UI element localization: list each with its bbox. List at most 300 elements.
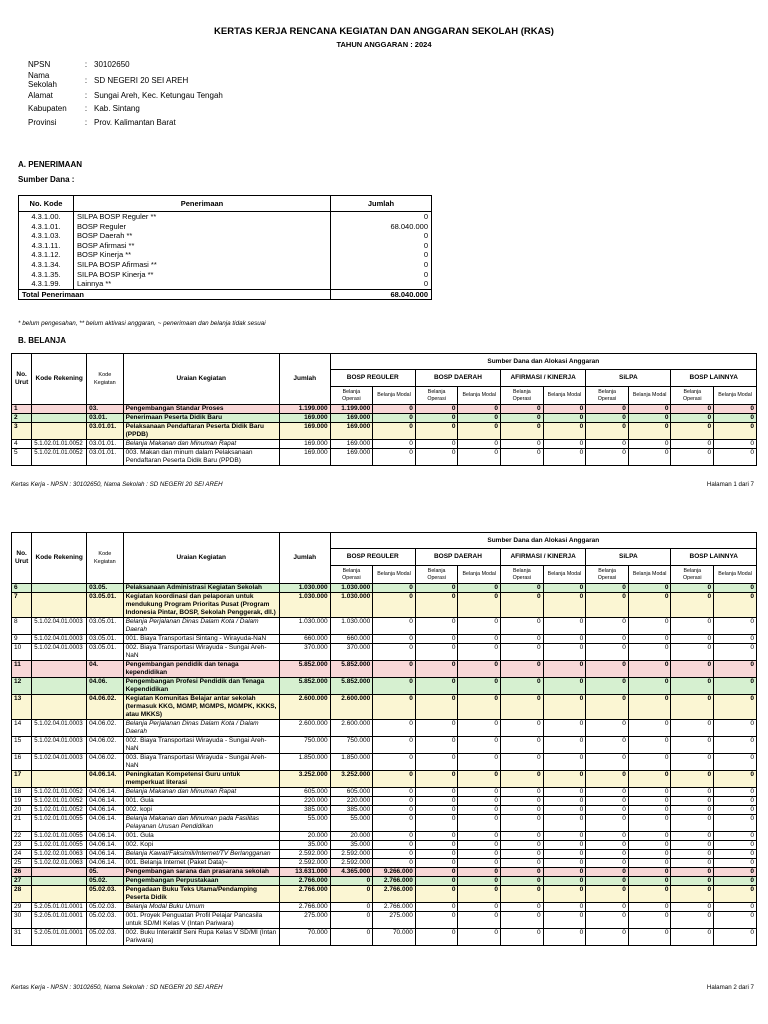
row-alokasi-value: 0 — [543, 584, 586, 593]
row-no-urut: 30 — [12, 912, 32, 929]
row-alokasi-value: 0 — [586, 661, 629, 678]
row-alokasi-value: 0 — [714, 806, 757, 815]
penerimaan-note: * belum pengesahan, ** belum aktivasi anggaran, ~ penerimaan dan belanja tidak sesuai — [18, 320, 266, 327]
row-alokasi-value: 0 — [330, 877, 373, 886]
row-alokasi-value: 0 — [543, 886, 586, 903]
identity-row — [26, 116, 225, 129]
identity-label: NPSN — [28, 60, 51, 70]
row-kode-kegiatan: 04.06. — [87, 678, 124, 695]
row-alokasi-value: 0 — [373, 440, 416, 449]
row-alokasi-value: 0 — [458, 806, 501, 815]
row-alokasi-value: 0 — [628, 661, 671, 678]
belanja-header-row — [12, 533, 757, 549]
row-uraian: Belanja Makanan dan Minuman Rapat — [123, 788, 279, 797]
row-alokasi-value: 0 — [671, 912, 714, 929]
row-alokasi-value: 0 — [628, 929, 671, 946]
row-alokasi-value: 0 — [586, 850, 629, 859]
penerimaan-nama: BOSP Daerah ** — [74, 231, 331, 241]
row-alokasi-value: 0 — [714, 850, 757, 859]
row-alokasi-value: 0 — [628, 644, 671, 661]
row-alokasi-value: 0 — [586, 695, 629, 720]
col-belanja-operasi: Belanja Operasi — [501, 387, 544, 405]
row-no-urut: 19 — [12, 797, 32, 806]
row-alokasi-value: 0 — [415, 841, 458, 850]
row-alokasi-value: 0 — [415, 929, 458, 946]
row-alokasi-value: 0 — [501, 661, 544, 678]
col-no-urut: No. Urut — [12, 354, 32, 405]
row-alokasi-value: 0 — [458, 720, 501, 737]
row-jumlah: 1.030.000 — [279, 593, 330, 618]
row-alokasi-value: 0 — [628, 695, 671, 720]
row-alokasi-value: 0 — [671, 797, 714, 806]
row-alokasi-value: 0 — [628, 423, 671, 440]
row-alokasi-value: 169.000 — [330, 440, 373, 449]
penerimaan-nama: SILPA BOSP Afirmasi ** — [74, 260, 331, 270]
row-alokasi-value: 0 — [543, 832, 586, 841]
col-penerimaan: Penerimaan — [74, 196, 331, 212]
col-belanja-modal: Belanja Modal — [373, 566, 416, 584]
row-kode-kegiatan: 04.06.02. — [87, 695, 124, 720]
penerimaan-kode: 4.3.1.12. — [19, 250, 74, 260]
row-alokasi-value: 0 — [628, 584, 671, 593]
row-no-urut: 31 — [12, 929, 32, 946]
identity-label: Kabupaten — [28, 104, 67, 114]
row-no-urut: 9 — [12, 635, 32, 644]
col-belanja-operasi: Belanja Operasi — [330, 387, 373, 405]
row-jumlah: 660.000 — [279, 635, 330, 644]
row-uraian: Belanja Perjalanan Dinas Dalam Kota / Dalam Daerah — [123, 618, 279, 635]
penerimaan-nama: BOSP Kinerja ** — [74, 250, 331, 260]
row-alokasi-value: 0 — [543, 903, 586, 912]
row-alokasi-value: 0 — [501, 414, 544, 423]
row-alokasi-value: 0 — [543, 593, 586, 618]
row-alokasi-value: 0 — [714, 797, 757, 806]
row-alokasi-value: 0 — [628, 414, 671, 423]
col-belanja-operasi: Belanja Operasi — [415, 566, 458, 584]
penerimaan-kode: 4.3.1.01. — [19, 222, 74, 232]
row-jumlah: 1.030.000 — [279, 618, 330, 635]
penerimaan-kode: 4.3.1.99. — [19, 279, 74, 289]
row-alokasi-value: 0 — [586, 593, 629, 618]
col-jumlah: Jumlah — [279, 533, 330, 584]
row-alokasi-value: 0 — [671, 929, 714, 946]
row-alokasi-value: 0 — [458, 593, 501, 618]
row-kode-kegiatan: 04.06.14. — [87, 788, 124, 797]
row-alokasi-value: 0 — [415, 859, 458, 868]
row-alokasi-value: 0 — [415, 788, 458, 797]
row-jumlah: 2.766.000 — [279, 886, 330, 903]
row-kode-rekening — [32, 868, 87, 877]
total-penerimaan-value: 68.040.000 — [331, 289, 432, 300]
row-alokasi-value: 0 — [586, 771, 629, 788]
belanja-table-page2 — [11, 532, 757, 946]
row-alokasi-value: 0 — [415, 423, 458, 440]
row-no-urut: 17 — [12, 771, 32, 788]
row-alokasi-value: 0 — [628, 912, 671, 929]
row-jumlah: 13.631.000 — [279, 868, 330, 877]
penerimaan-table — [18, 195, 432, 300]
row-alokasi-value: 0 — [458, 815, 501, 832]
row-alokasi-value: 0 — [373, 593, 416, 618]
row-alokasi-value: 0 — [586, 635, 629, 644]
penerimaan-row — [19, 222, 432, 232]
row-no-urut: 27 — [12, 877, 32, 886]
row-alokasi-value: 0 — [586, 912, 629, 929]
row-kode-kegiatan: 03.05.01. — [87, 635, 124, 644]
row-alokasi-value: 0 — [330, 903, 373, 912]
penerimaan-kode: 4.3.1.11. — [19, 241, 74, 251]
row-alokasi-value: 0 — [458, 678, 501, 695]
row-alokasi-value: 0 — [415, 635, 458, 644]
row-uraian: Pengembangan Perpustakaan — [123, 877, 279, 886]
penerimaan-jumlah: 0 — [331, 231, 432, 241]
row-alokasi-value: 0 — [543, 449, 586, 466]
row-alokasi-value: 0 — [501, 695, 544, 720]
belanja-row — [12, 806, 757, 815]
row-alokasi-value: 0 — [543, 788, 586, 797]
row-kode-rekening — [32, 414, 87, 423]
row-alokasi-value: 0 — [501, 841, 544, 850]
row-kode-rekening — [32, 886, 87, 903]
row-kode-kegiatan: 03.01.01. — [87, 423, 124, 440]
row-alokasi-value: 0 — [628, 832, 671, 841]
row-alokasi-value: 0 — [543, 720, 586, 737]
row-alokasi-value: 0 — [458, 886, 501, 903]
row-kode-kegiatan: 04.06.14. — [87, 815, 124, 832]
row-no-urut: 18 — [12, 788, 32, 797]
row-alokasi-value: 0 — [458, 877, 501, 886]
row-kode-rekening: 5.1.02.04.01.0003 — [32, 720, 87, 737]
row-no-urut: 11 — [12, 661, 32, 678]
row-alokasi-value: 0 — [586, 832, 629, 841]
row-alokasi-value: 0 — [501, 815, 544, 832]
penerimaan-jumlah: 0 — [331, 212, 432, 222]
col-belanja-modal: Belanja Modal — [628, 387, 671, 405]
identity-row — [26, 102, 225, 115]
col-belanja-modal: Belanja Modal — [628, 566, 671, 584]
row-alokasi-value: 0 — [415, 661, 458, 678]
row-alokasi-value: 0 — [458, 661, 501, 678]
row-jumlah: 169.000 — [279, 414, 330, 423]
row-alokasi-value: 0 — [373, 695, 416, 720]
row-alokasi-value: 0 — [373, 423, 416, 440]
row-alokasi-value: 0 — [714, 815, 757, 832]
row-alokasi-value: 0 — [458, 912, 501, 929]
col-source: AFIRMASI / KINERJA — [501, 370, 586, 387]
row-kode-kegiatan: 04.06.14. — [87, 841, 124, 850]
row-alokasi-value: 4.365.000 — [330, 868, 373, 877]
row-alokasi-value: 0 — [330, 912, 373, 929]
row-uraian: 001. Gula — [123, 797, 279, 806]
row-alokasi-value: 0 — [671, 815, 714, 832]
footer-left-page1: Kertas Kerja - NPSN : 30102650, Nama Sekolah : SD NEGERI 20 SEI AREH — [11, 481, 223, 488]
row-kode-rekening — [32, 661, 87, 678]
row-alokasi-value: 0 — [501, 618, 544, 635]
col-kode-rekening: Kode Rekening — [32, 354, 87, 405]
row-alokasi-value: 0 — [586, 815, 629, 832]
row-uraian: 001. Biaya Transportasi Sintang - Wirayuda-NaN — [123, 635, 279, 644]
belanja-row — [12, 850, 757, 859]
row-alokasi-value: 0 — [628, 440, 671, 449]
row-alokasi-value: 55.000 — [330, 815, 373, 832]
row-alokasi-value: 0 — [458, 850, 501, 859]
row-alokasi-value: 0 — [628, 806, 671, 815]
col-belanja-operasi: Belanja Operasi — [586, 566, 629, 584]
row-kode-kegiatan: 04.06.14. — [87, 797, 124, 806]
row-alokasi-value: 385.000 — [330, 806, 373, 815]
row-alokasi-value: 0 — [714, 644, 757, 661]
row-alokasi-value: 0 — [628, 841, 671, 850]
penerimaan-nama: SILPA BOSP Reguler ** — [74, 212, 331, 222]
row-no-urut: 3 — [12, 423, 32, 440]
row-alokasi-value: 0 — [543, 912, 586, 929]
footer-page-number-2: Halaman 2 dari 7 — [706, 984, 754, 991]
penerimaan-nama: BOSP Afirmasi ** — [74, 241, 331, 251]
penerimaan-row — [19, 279, 432, 289]
row-alokasi-value: 0 — [586, 449, 629, 466]
row-alokasi-value: 0 — [330, 929, 373, 946]
row-kode-kegiatan: 05.02.03. — [87, 929, 124, 946]
row-kode-kegiatan: 03.01. — [87, 414, 124, 423]
identity-row — [26, 71, 225, 89]
belanja-row — [12, 423, 757, 440]
identity-value: Kab. Sintang — [94, 104, 140, 114]
row-alokasi-value: 0 — [458, 618, 501, 635]
row-uraian: 002. Buku Interaktif Seni Rupa Kelas V SD/MI (Intan Pariwara) — [123, 929, 279, 946]
row-alokasi-value: 0 — [671, 886, 714, 903]
belanja-row — [12, 635, 757, 644]
row-jumlah: 1.030.000 — [279, 584, 330, 593]
row-uraian: Pengembangan Profesi Pendidik dan Tenaga Kependidikan — [123, 678, 279, 695]
row-alokasi-value: 0 — [543, 815, 586, 832]
col-no-kode: No. Kode — [19, 196, 74, 212]
row-alokasi-value: 0 — [501, 449, 544, 466]
row-kode-rekening — [32, 405, 87, 414]
row-alokasi-value: 0 — [628, 678, 671, 695]
row-no-urut: 28 — [12, 886, 32, 903]
penerimaan-nama: SILPA BOSP Kinerja ** — [74, 270, 331, 280]
row-alokasi-value: 2.592.000 — [330, 850, 373, 859]
row-alokasi-value: 0 — [586, 841, 629, 850]
row-uraian: Pengembangan pendidik dan tenaga kependidikan — [123, 661, 279, 678]
penerimaan-kode: 4.3.1.00. — [19, 212, 74, 222]
row-alokasi-value: 0 — [628, 886, 671, 903]
row-kode-rekening: 5.1.02.01.01.0052 — [32, 797, 87, 806]
belanja-row — [12, 903, 757, 912]
row-alokasi-value: 0 — [714, 618, 757, 635]
row-alokasi-value: 0 — [714, 929, 757, 946]
row-alokasi-value: 0 — [458, 797, 501, 806]
row-alokasi-value: 0 — [501, 584, 544, 593]
col-belanja-modal: Belanja Modal — [458, 387, 501, 405]
row-alokasi-value: 0 — [671, 695, 714, 720]
belanja-row — [12, 449, 757, 466]
row-no-urut: 1 — [12, 405, 32, 414]
row-alokasi-value: 0 — [628, 815, 671, 832]
penerimaan-jumlah: 0 — [331, 250, 432, 260]
row-alokasi-value: 0 — [415, 886, 458, 903]
col-source: BOSP LAINNYA — [671, 549, 757, 566]
row-alokasi-value: 0 — [415, 877, 458, 886]
col-kode-kegiatan: Kode Kegiatan — [87, 354, 124, 405]
row-alokasi-value: 169.000 — [330, 449, 373, 466]
row-alokasi-value: 0 — [415, 815, 458, 832]
row-alokasi-value: 0 — [714, 912, 757, 929]
row-no-urut: 26 — [12, 868, 32, 877]
col-belanja-modal: Belanja Modal — [714, 566, 757, 584]
row-kode-kegiatan: 05.02. — [87, 877, 124, 886]
col-uraian-kegiatan: Uraian Kegiatan — [123, 533, 279, 584]
row-alokasi-value: 0 — [586, 618, 629, 635]
row-alokasi-value: 0 — [501, 903, 544, 912]
row-alokasi-value: 3.252.000 — [330, 771, 373, 788]
row-uraian: 002. kopi — [123, 806, 279, 815]
row-alokasi-value: 0 — [586, 903, 629, 912]
col-source: SiLPA — [586, 370, 671, 387]
col-belanja-operasi: Belanja Operasi — [671, 387, 714, 405]
identity-colon: : — [84, 104, 88, 114]
row-alokasi-value: 0 — [628, 877, 671, 886]
row-alokasi-value: 0 — [415, 737, 458, 754]
row-kode-kegiatan: 03.05. — [87, 584, 124, 593]
row-alokasi-value: 0 — [373, 661, 416, 678]
row-kode-rekening — [32, 423, 87, 440]
row-alokasi-value: 0 — [586, 868, 629, 877]
row-alokasi-value: 0 — [628, 903, 671, 912]
row-no-urut: 7 — [12, 593, 32, 618]
row-kode-kegiatan: 03.05.01. — [87, 618, 124, 635]
row-alokasi-value: 2.592.000 — [330, 859, 373, 868]
row-alokasi-value: 0 — [373, 832, 416, 841]
belanja-row — [12, 877, 757, 886]
penerimaan-jumlah: 68.040.000 — [331, 222, 432, 232]
row-no-urut: 12 — [12, 678, 32, 695]
row-kode-kegiatan: 05.02.03. — [87, 912, 124, 929]
row-alokasi-value: 0 — [714, 771, 757, 788]
row-kode-rekening: 5.1.02.01.01.0052 — [32, 788, 87, 797]
row-alokasi-value: 0 — [415, 584, 458, 593]
belanja-row — [12, 868, 757, 877]
row-alokasi-value: 0 — [501, 440, 544, 449]
belanja-row — [12, 832, 757, 841]
row-kode-rekening — [32, 593, 87, 618]
belanja-row — [12, 737, 757, 754]
row-alokasi-value: 0 — [373, 841, 416, 850]
row-no-urut: 13 — [12, 695, 32, 720]
row-alokasi-value: 0 — [671, 850, 714, 859]
row-alokasi-value: 220.000 — [330, 797, 373, 806]
row-alokasi-value: 0 — [628, 593, 671, 618]
row-alokasi-value: 0 — [671, 806, 714, 815]
row-jumlah: 5.852.000 — [279, 661, 330, 678]
row-alokasi-value: 2.600.000 — [330, 695, 373, 720]
identity-value: Sungai Areh, Kec. Ketungau Tengah — [94, 91, 223, 101]
row-alokasi-value: 0 — [586, 797, 629, 806]
col-kode-rekening: Kode Rekening — [32, 533, 87, 584]
row-no-urut: 15 — [12, 737, 32, 754]
penerimaan-kode: 4.3.1.34. — [19, 260, 74, 270]
row-alokasi-value: 0 — [671, 423, 714, 440]
row-uraian: Pengembangan sarana dan prasarana sekolah — [123, 868, 279, 877]
col-kode-kegiatan: Kode Kegiatan — [87, 533, 124, 584]
row-jumlah: 2.766.000 — [279, 903, 330, 912]
belanja-table-page1 — [11, 353, 757, 466]
row-alokasi-value: 1.030.000 — [330, 593, 373, 618]
row-alokasi-value: 0 — [501, 929, 544, 946]
row-alokasi-value: 0 — [415, 405, 458, 414]
row-jumlah: 605.000 — [279, 788, 330, 797]
belanja-row — [12, 593, 757, 618]
row-alokasi-value: 0 — [415, 797, 458, 806]
row-alokasi-value: 0 — [458, 635, 501, 644]
row-alokasi-value: 0 — [458, 449, 501, 466]
col-belanja-operasi: Belanja Operasi — [671, 566, 714, 584]
row-alokasi-value: 0 — [671, 449, 714, 466]
row-alokasi-value: 0 — [501, 771, 544, 788]
row-uraian: Belanja Makanan dan Minuman pada Fasilitas Pelayanan Urusan Pendidikan — [123, 815, 279, 832]
row-kode-rekening: 5.1.02.01.01.0055 — [32, 815, 87, 832]
identity-label: Nama Sekolah — [28, 71, 57, 90]
row-jumlah: 275.000 — [279, 912, 330, 929]
belanja-row — [12, 720, 757, 737]
row-alokasi-value: 0 — [586, 737, 629, 754]
row-alokasi-value: 0 — [415, 754, 458, 771]
row-no-urut: 20 — [12, 806, 32, 815]
col-jumlah: Jumlah — [279, 354, 330, 405]
document-subtitle: TAHUN ANGGARAN : 2024 — [336, 40, 432, 49]
row-alokasi-value: 0 — [671, 859, 714, 868]
row-alokasi-value: 0 — [458, 832, 501, 841]
row-alokasi-value: 275.000 — [373, 912, 416, 929]
row-alokasi-value: 0 — [415, 644, 458, 661]
row-uraian: Belanja Perjalanan Dinas Dalam Kota / Dalam Daerah — [123, 720, 279, 737]
row-alokasi-value: 0 — [501, 788, 544, 797]
row-jumlah: 3.252.000 — [279, 771, 330, 788]
row-alokasi-value: 0 — [714, 440, 757, 449]
row-alokasi-value: 20.000 — [330, 832, 373, 841]
row-alokasi-value: 0 — [501, 720, 544, 737]
row-alokasi-value: 0 — [415, 850, 458, 859]
belanja-row — [12, 912, 757, 929]
row-alokasi-value: 0 — [543, 859, 586, 868]
row-alokasi-value: 0 — [501, 405, 544, 414]
row-alokasi-value: 70.000 — [373, 929, 416, 946]
row-alokasi-value: 0 — [458, 868, 501, 877]
row-uraian: Belanja Kawat/Faksimili/Internet/TV Berlangganan — [123, 850, 279, 859]
belanja-row — [12, 859, 757, 868]
row-jumlah: 20.000 — [279, 832, 330, 841]
row-alokasi-value: 0 — [373, 737, 416, 754]
row-kode-rekening: 5.1.02.01.01.0055 — [32, 832, 87, 841]
col-belanja-modal: Belanja Modal — [458, 566, 501, 584]
belanja-row — [12, 797, 757, 806]
row-alokasi-value: 0 — [373, 584, 416, 593]
row-alokasi-value: 0 — [714, 737, 757, 754]
row-no-urut: 29 — [12, 903, 32, 912]
footer-page-number-1: Halaman 1 dari 7 — [706, 481, 754, 488]
belanja-row — [12, 788, 757, 797]
row-alokasi-value: 0 — [543, 841, 586, 850]
row-alokasi-value: 0 — [415, 912, 458, 929]
identity-value: Prov. Kalimantan Barat — [94, 117, 176, 127]
penerimaan-row — [19, 231, 432, 241]
row-alokasi-value: 0 — [671, 661, 714, 678]
col-sumber-dana-group: Sumber Dana dan Alokasi Anggaran — [330, 354, 756, 370]
total-penerimaan-label: Total Penerimaan — [19, 289, 331, 300]
row-kode-rekening — [32, 771, 87, 788]
identity-label: Provinsi — [28, 117, 57, 127]
row-alokasi-value: 0 — [671, 754, 714, 771]
